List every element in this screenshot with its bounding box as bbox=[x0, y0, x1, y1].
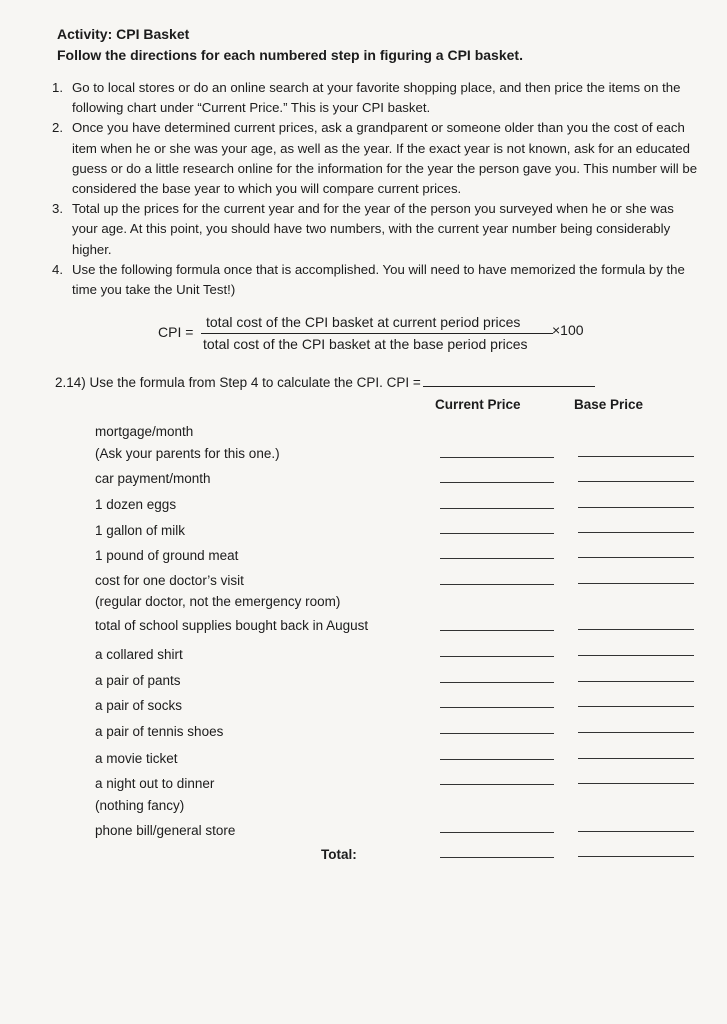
base-price-blank[interactable] bbox=[578, 783, 694, 784]
current-price-blank[interactable] bbox=[440, 759, 554, 760]
base-price-blank[interactable] bbox=[578, 557, 694, 558]
current-price-blank[interactable] bbox=[440, 457, 554, 458]
formula-multiplier: ×100 bbox=[552, 322, 584, 338]
current-price-blank[interactable] bbox=[440, 584, 554, 585]
step-number: 1. bbox=[52, 80, 63, 95]
item-label: a night out to dinner bbox=[95, 776, 215, 791]
formula-lhs: CPI = bbox=[158, 324, 194, 340]
activity-subtitle: Follow the directions for each numbered step in figuring a CPI basket. bbox=[57, 47, 523, 63]
item-label: a pair of tennis shoes bbox=[95, 724, 224, 739]
base-price-blank[interactable] bbox=[578, 732, 694, 733]
item-label: a pair of socks bbox=[95, 698, 183, 713]
formula-numerator: total cost of the CPI basket at current period prices bbox=[206, 314, 521, 330]
current-price-blank[interactable] bbox=[440, 707, 554, 708]
current-price-blank[interactable] bbox=[440, 784, 554, 785]
base-price-blank[interactable] bbox=[578, 681, 694, 682]
current-price-blank[interactable] bbox=[440, 630, 554, 631]
current-price-blank[interactable] bbox=[440, 682, 554, 683]
base-price-blank[interactable] bbox=[578, 706, 694, 707]
current-price-blank[interactable] bbox=[440, 656, 554, 657]
item-label: 1 gallon of milk bbox=[95, 523, 186, 538]
total-label: Total: bbox=[321, 847, 357, 862]
item-label: (regular doctor, not the emergency room) bbox=[95, 594, 341, 609]
base-price-blank[interactable] bbox=[578, 532, 694, 533]
item-label: a collared shirt bbox=[95, 647, 183, 662]
fraction-bar bbox=[201, 333, 553, 334]
base-price-header: Base Price bbox=[574, 397, 644, 412]
formula-denominator: total cost of the CPI basket at the base period prices bbox=[203, 336, 528, 352]
current-price-blank[interactable] bbox=[440, 832, 554, 833]
current-price-header: Current Price bbox=[435, 397, 521, 412]
step-text: Total up the prices for the current year and for the year of the person you surveyed when he or she was your age. At this point, you should have two numbers, with the current year number being considerably higher. bbox=[72, 201, 674, 257]
step-text: Once you have determined current prices, ask a grandparent or someone older than you the cost of each item when he or she was your age, as well as the year. If the exact year is not known, ask for an educated guess or do a little research online for the information for the year the person gave you. This number will be considered the base year to which you will compare current prices. bbox=[72, 120, 698, 197]
item-label: phone bill/general store bbox=[95, 823, 236, 838]
base-price-blank[interactable] bbox=[578, 655, 694, 656]
current-price-total-blank[interactable] bbox=[440, 857, 554, 858]
item-label: 1 pound of ground meat bbox=[95, 548, 239, 563]
base-price-blank[interactable] bbox=[578, 583, 694, 584]
base-price-blank[interactable] bbox=[578, 481, 694, 482]
question-2-14 bbox=[55, 373, 595, 390]
item-label: (Ask your parents for this one.) bbox=[95, 446, 280, 461]
item-label: a movie ticket bbox=[95, 751, 178, 766]
base-price-blank[interactable] bbox=[578, 629, 694, 630]
base-price-blank[interactable] bbox=[578, 831, 694, 832]
step-4 bbox=[52, 260, 702, 300]
step-text: Go to local stores or do an online search at your favorite shopping place, and then price the items on the following chart under “Current Price.” This is your CPI basket. bbox=[72, 80, 681, 116]
base-price-total-blank[interactable] bbox=[578, 856, 694, 857]
step-number: 3. bbox=[52, 201, 63, 217]
item-label: total of school supplies bought back in August bbox=[95, 618, 369, 633]
directions-list bbox=[52, 78, 702, 300]
step-1 bbox=[52, 78, 702, 118]
question-text: 2.14) Use the formula from Step 4 to calculate the CPI. CPI = bbox=[55, 375, 421, 390]
step-number: 4. bbox=[52, 261, 63, 277]
current-price-blank[interactable] bbox=[440, 508, 554, 509]
item-label: (nothing fancy) bbox=[95, 798, 185, 813]
item-label: mortgage/month bbox=[95, 424, 194, 439]
step-3 bbox=[52, 199, 702, 260]
base-price-blank[interactable] bbox=[578, 758, 694, 759]
current-price-blank[interactable] bbox=[440, 733, 554, 734]
current-price-blank[interactable] bbox=[440, 482, 554, 483]
item-label: car payment/month bbox=[95, 471, 211, 486]
cpi-formula bbox=[158, 314, 618, 358]
step-2 bbox=[52, 118, 702, 199]
activity-title: Activity: CPI Basket bbox=[57, 26, 190, 42]
base-price-blank[interactable] bbox=[578, 507, 694, 508]
base-price-blank[interactable] bbox=[578, 456, 694, 457]
item-label: a pair of pants bbox=[95, 673, 181, 688]
step-text: Use the following formula once that is accomplished. You will need to have memorized the formula by the time you take the Unit Test!) bbox=[72, 261, 685, 298]
item-label: 1 dozen eggs bbox=[95, 497, 177, 512]
cpi-answer-blank[interactable] bbox=[423, 373, 595, 387]
current-price-blank[interactable] bbox=[440, 533, 554, 534]
item-label: cost for one doctor’s visit bbox=[95, 573, 244, 588]
current-price-blank[interactable] bbox=[440, 558, 554, 559]
step-number: 2. bbox=[52, 120, 63, 136]
